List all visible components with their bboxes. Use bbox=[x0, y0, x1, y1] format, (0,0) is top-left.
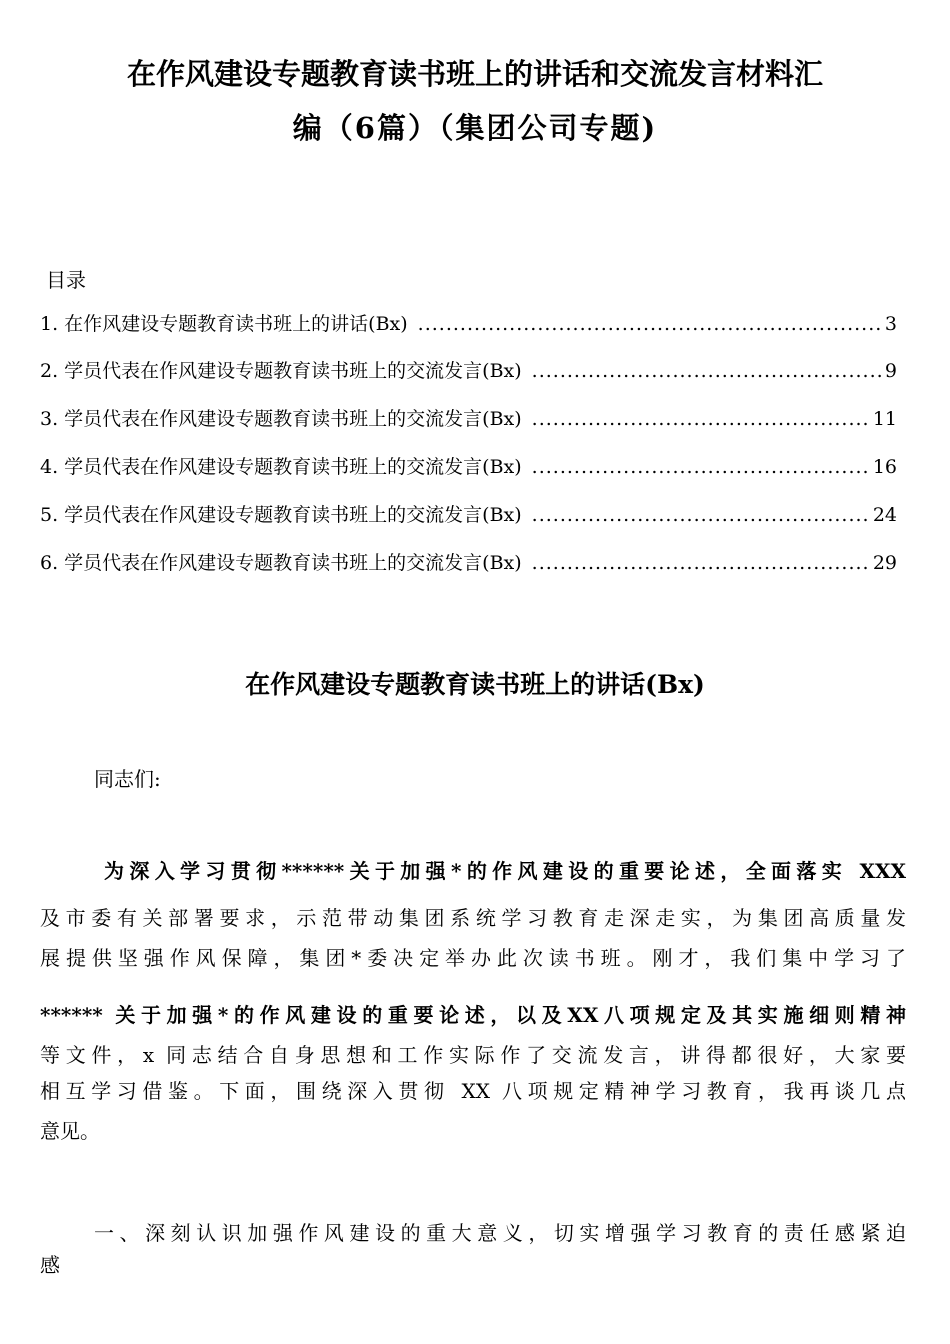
toc-entry-4[interactable] bbox=[40, 453, 897, 481]
toc-leader-dots bbox=[532, 549, 869, 577]
toc-entry-label: 6. 学员代表在作风建设专题教育读书班上的交流发言(Bx) bbox=[40, 552, 522, 574]
speech-salutation: 同志们: bbox=[94, 767, 161, 791]
toc-page-number: 11 bbox=[872, 408, 897, 430]
toc-leader-dots bbox=[532, 501, 869, 529]
toc-page-number: 9 bbox=[884, 360, 897, 382]
toc-entry-1[interactable] bbox=[40, 310, 897, 338]
paragraph-line: 及市委有关部署要求，示范带动集团系统学习教育走深走实，为集团高质量发 bbox=[40, 906, 906, 930]
paragraph-line: 等文件，x 同志结合自身思想和工作实际作了交流发言，讲得都很好，大家要 bbox=[40, 1043, 906, 1067]
paragraph-line: 展提供坚强作风保障，集团*委决定举办此次读书班。刚才，我们集中学习了 bbox=[40, 946, 906, 970]
section-heading-line: 一、深刻认识加强作风建设的重大意义，切实增强学习教育的责任感紧迫 bbox=[94, 1221, 906, 1245]
document-title-line-1: 在作风建设专题教育读书班上的讲话和交流发言材料汇 bbox=[126, 57, 823, 91]
paragraph-line: 为深入学习贯彻******关于加强*的作风建设的重要论述，全面落实 XXX bbox=[104, 859, 906, 883]
toc-heading: 目录 bbox=[46, 268, 86, 292]
paragraph-line: 意见。 bbox=[40, 1119, 100, 1143]
toc-page-number: 16 bbox=[872, 456, 897, 478]
toc-entry-6[interactable] bbox=[40, 549, 897, 577]
paragraph-line: 相互学习借鉴。下面，围绕深入贯彻 XX 八项规定精神学习教育，我再谈几点 bbox=[40, 1079, 906, 1103]
paragraph-line: ****** 关于加强*的作风建设的重要论述，以及XX八项规定及其实施细则精神 bbox=[40, 1003, 906, 1027]
toc-leader-dots bbox=[418, 310, 881, 338]
toc-leader-dots bbox=[532, 405, 869, 433]
toc-leader-dots bbox=[532, 453, 869, 481]
toc-page-number: 29 bbox=[872, 552, 897, 574]
speech-title: 在作风建设专题教育读书班上的讲话(Bx) bbox=[245, 670, 705, 699]
toc-page-number: 24 bbox=[872, 504, 897, 526]
toc-entry-label: 2. 学员代表在作风建设专题教育读书班上的交流发言(Bx) bbox=[40, 360, 522, 382]
toc-page-number: 3 bbox=[884, 313, 897, 335]
toc-entry-label: 1. 在作风建设专题教育读书班上的讲话(Bx) bbox=[40, 313, 408, 335]
toc-entry-label: 3. 学员代表在作风建设专题教育读书班上的交流发言(Bx) bbox=[40, 408, 522, 430]
toc-leader-dots bbox=[532, 357, 881, 385]
toc-entry-label: 4. 学员代表在作风建设专题教育读书班上的交流发言(Bx) bbox=[40, 456, 522, 478]
section-heading-line: 感 bbox=[40, 1253, 60, 1277]
toc-entry-3[interactable] bbox=[40, 405, 897, 433]
document-title-line-2: 编（6篇）（集团公司专题) bbox=[292, 111, 658, 145]
toc-entry-label: 5. 学员代表在作风建设专题教育读书班上的交流发言(Bx) bbox=[40, 504, 522, 526]
toc-entry-2[interactable] bbox=[40, 357, 897, 385]
toc-entry-5[interactable] bbox=[40, 501, 897, 529]
